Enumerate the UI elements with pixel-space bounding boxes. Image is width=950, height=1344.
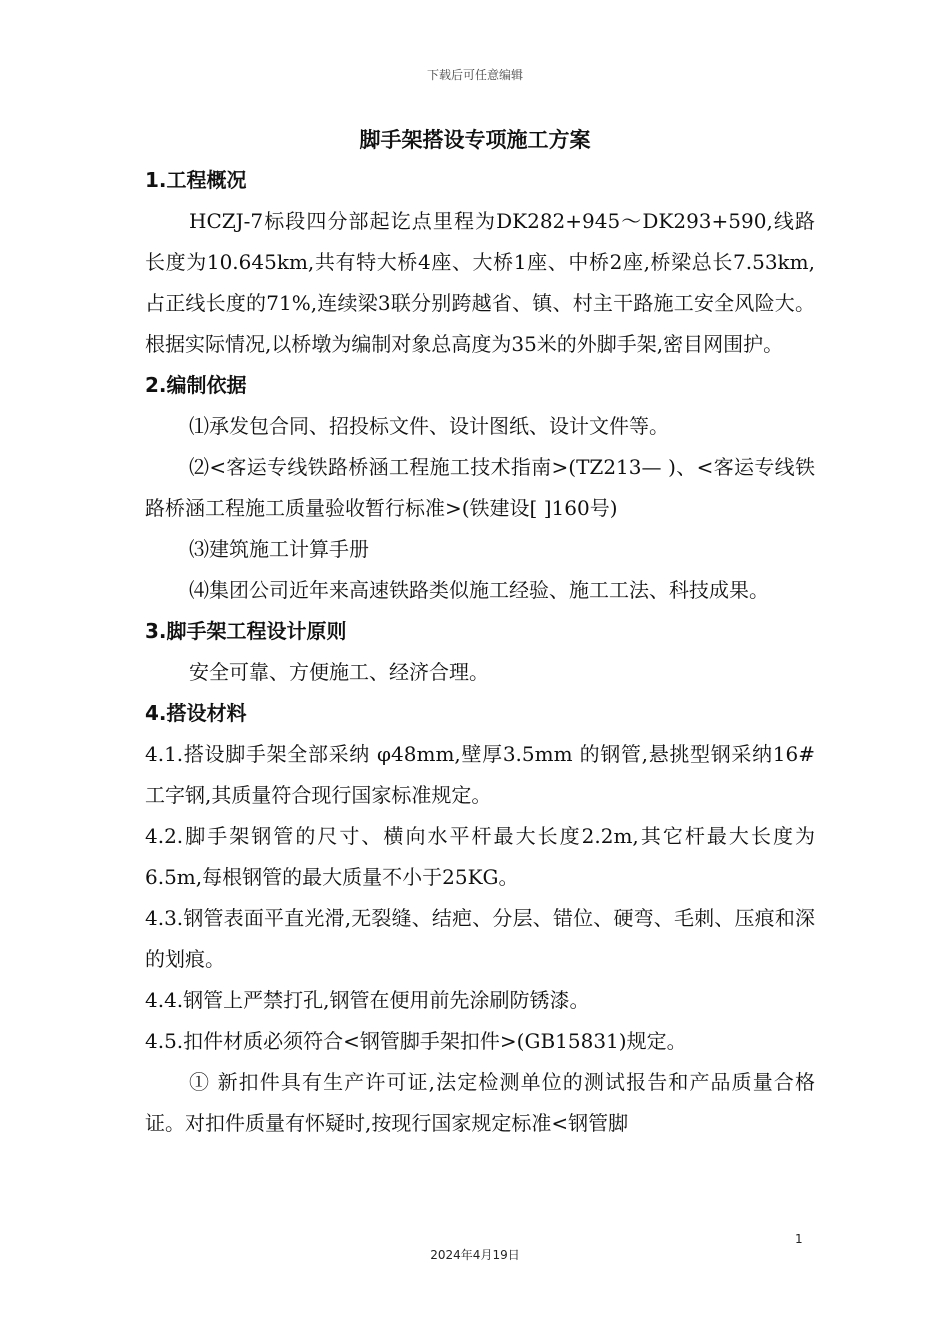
section-heading-1: 1.工程概况 [145,168,247,192]
header-note: 下载后可任意编辑 [426,68,523,82]
footer-date: 2024年4月19日 [430,1248,520,1262]
material-item-4-2: 4.2.脚手架钢管的尺寸、横向水平杆最大长度2.2m,其它杆最大长度为6.5m,每根钢管的最大质量不小于25KG。 [145,824,815,889]
section-heading-3: 3.脚手架工程设计原则 [145,619,347,643]
basis-item-1: ⑴承发包合同、招投标文件、设计图纸、设计文件等。 [189,414,669,438]
material-item-4-1: 4.1.搭设脚手架全部采纳 φ48mm,壁厚3.5mm 的钢管,悬挑型钢采纳16#工字钢,其质量符合现行国家标准规定。 [145,742,815,807]
material-item-4-5: 4.5.扣件材质必须符合<钢管脚手架扣件>(GB15831)规定。 [145,1029,687,1053]
section-heading-2: 2.编制依据 [145,373,247,397]
basis-item-3: ⑶建筑施工计算手册 [189,537,369,561]
basis-item-4: ⑷集团公司近年来高速铁路类似施工经验、施工工法、科技成果。 [189,578,769,602]
document-body [145,160,815,1144]
section-heading-4: 4.搭设材料 [145,701,247,725]
material-item-4-4: 4.4.钢管上严禁打孔,钢管在便用前先涂刷防锈漆。 [145,988,590,1012]
document-title: 脚手架搭设专项施工方案 [359,128,591,152]
basis-item-2: ⑵<客运专线铁路桥涵工程施工技术指南>(TZ213— )、<客运专线铁路桥涵工程施工质量验收暂行标准>(铁建设[ ]160号) [145,455,815,520]
material-subitem-1: ① 新扣件具有生产许可证,法定检测单位的测试报告和产品质量合格证。对扣件质量有怀疑时,按现行国家规定标准<钢管脚 [145,1070,815,1135]
material-item-4-3: 4.3.钢管表面平直光滑,无裂缝、结疤、分层、错位、硬弯、毛刺、压痕和深的划痕。 [145,906,815,971]
section-1-paragraph: HCZJ-7标段四分部起讫点里程为DK282+945～DK293+590,线路长度为10.645km,共有特大桥4座、大桥1座、中桥2座,桥梁总长7.53km,占正线长度的71%,连续梁3联分别跨越省、镇、村主干路施工安全风险大。根据实际情况,以桥墩为编制对象总高度为35米的外脚手架,密目网围护。 [145,209,815,356]
page-number: 1 [795,1232,803,1246]
section-3-paragraph: 安全可靠、方便施工、经济合理。 [189,660,489,684]
